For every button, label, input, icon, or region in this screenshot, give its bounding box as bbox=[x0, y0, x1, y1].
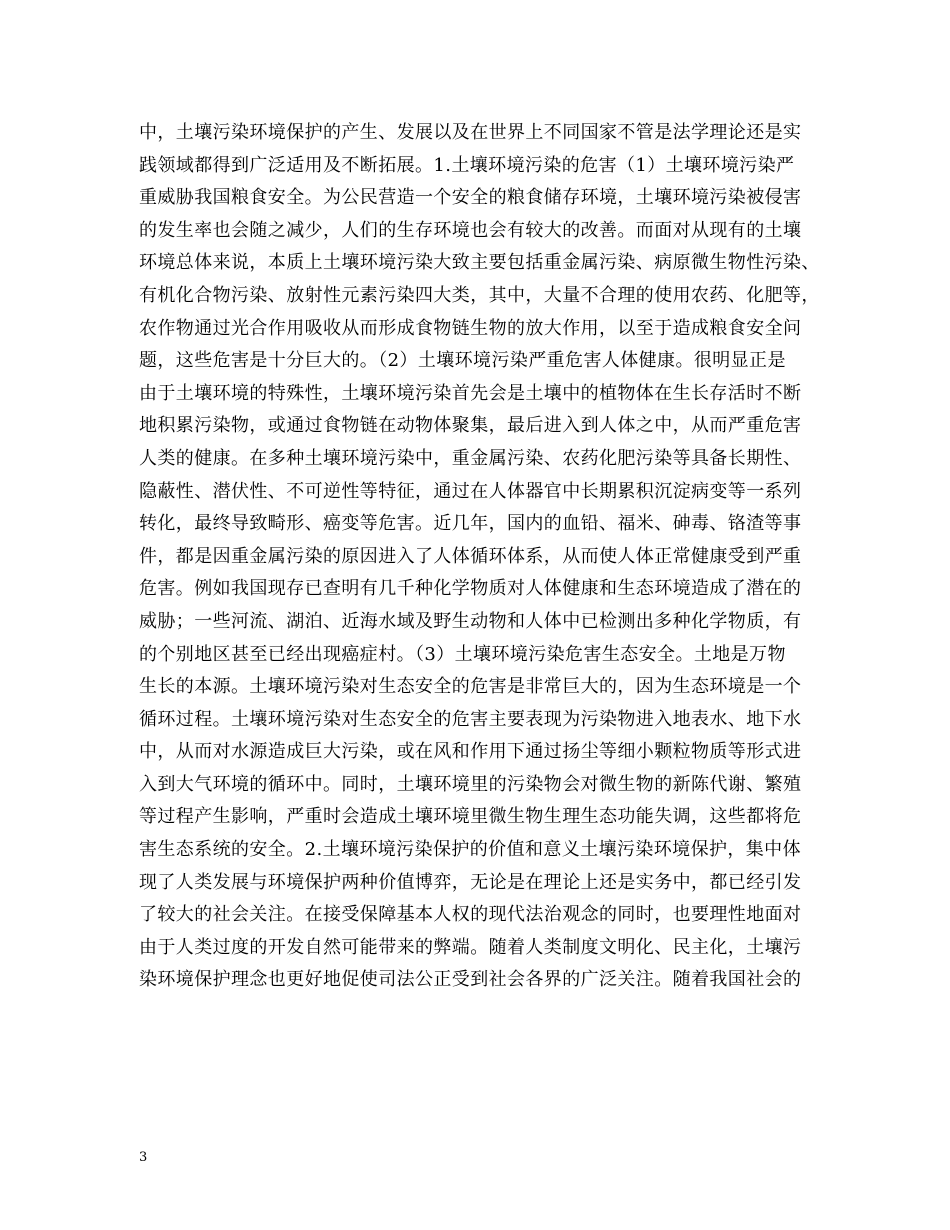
text-line: 入到大气环境的循环中。同时，土壤环境里的污染物会对微生物的新陈代谢、繁殖 bbox=[139, 773, 802, 795]
text-line: 中，土壤污染环境保护的产生、发展以及在世界上不同国家不管是法学理论还是实 bbox=[139, 122, 802, 143]
text-line: 重威胁我国粮食安全。为公民营造一个安全的粮食储存环境，土壤环境污染被侵害 bbox=[139, 187, 802, 209]
text-line: 由于土壤环境的特殊性，土壤环境污染首先会是土壤中的植物体在生长存活时不断 bbox=[139, 382, 802, 404]
page-number: 3 bbox=[139, 1150, 148, 1165]
text-line: 的发生率也会随之减少，人们的生存环境也会有较大的改善。而面对从现有的土壤 bbox=[139, 219, 802, 241]
text-line: 地积累污染物，或通过食物链在动物体聚集，最后进入到人体之中，从而严重危害 bbox=[139, 415, 802, 437]
body-text bbox=[139, 117, 821, 997]
text-line: 人类的健康。在多种土壤环境污染中，重金属污染、农药化肥污染等具备长期性、 bbox=[139, 447, 802, 469]
text-line: 农作物通过光合作用吸收从而形成食物链生物的放大作用，以至于造成粮食安全问 bbox=[139, 317, 802, 339]
text-line: 件，都是因重金属污染的原因进入了人体循环体系，从而使人体正常健康受到严重 bbox=[139, 545, 802, 567]
text-line: 环境总体来说，本质上土壤环境污染大致主要包括重金属污染、病原微生物性污染、 bbox=[139, 252, 820, 274]
text-line: 转化，最终导致畸形、癌变等危害。近几年，国内的血铅、福米、砷毒、铬渣等事 bbox=[139, 513, 802, 535]
text-line: 了较大的社会关注。在接受保障基本人权的现代法治观念的同时，也要理性地面对 bbox=[139, 904, 802, 926]
text-line: 危害。例如我国现存已查明有几千种化学物质对人体健康和生态环境造成了潜在的 bbox=[139, 578, 802, 600]
text-line: 生长的本源。土壤环境污染对生态安全的危害是非常巨大的，因为生态环境是一个 bbox=[139, 676, 802, 698]
text-line: 染环境保护理念也更好地促使司法公正受到社会各界的广泛关注。随着我国社会的 bbox=[139, 969, 802, 991]
text-line: 有机化合物污染、放射性元素污染四大类，其中，大量不合理的使用农药、化肥等， bbox=[139, 284, 820, 306]
text-line: 的个别地区甚至已经出现癌症村。（3）土壤环境污染危害生态安全。土地是万物 bbox=[139, 643, 786, 665]
text-line: 等过程产生影响，严重时会造成土壤环境里微生物生理生态功能失调，这些都将危 bbox=[139, 806, 802, 828]
text-line: 题，这些危害是十分巨大的。（2）土壤环境污染严重危害人体健康。很明显正是 bbox=[139, 350, 786, 372]
text-line: 害生态系统的安全。2.土壤环境污染保护的价值和意义土壤污染环境保护，集中体 bbox=[139, 839, 801, 861]
text-line: 隐蔽性、潜伏性、不可逆性等特征，通过在人体器官中长期累积沉淀病变等一系列 bbox=[139, 480, 802, 502]
text-line: 中，从而对水源造成巨大污染，或在风和作用下通过扬尘等细小颗粒物质等形式进 bbox=[139, 741, 802, 763]
text-line: 由于人类过度的开发自然可能带来的弊端。随着人类制度文明化、民主化，土壤污 bbox=[139, 936, 802, 958]
text-line: 现了人类发展与环境保护两种价值博弈，无论是在理论上还是实务中，都已经引发 bbox=[139, 871, 802, 893]
text-line: 威胁；一些河流、湖泊、近海水域及野生动物和人体中已检测出多种化学物质，有 bbox=[139, 610, 802, 632]
text-line: 践领域都得到广泛适用及不断拓展。1.土壤环境污染的危害（1）土壤环境污染严 bbox=[139, 154, 795, 176]
text-line: 循环过程。土壤环境污染对生态安全的危害主要表现为污染物进入地表水、地下水 bbox=[139, 708, 802, 730]
